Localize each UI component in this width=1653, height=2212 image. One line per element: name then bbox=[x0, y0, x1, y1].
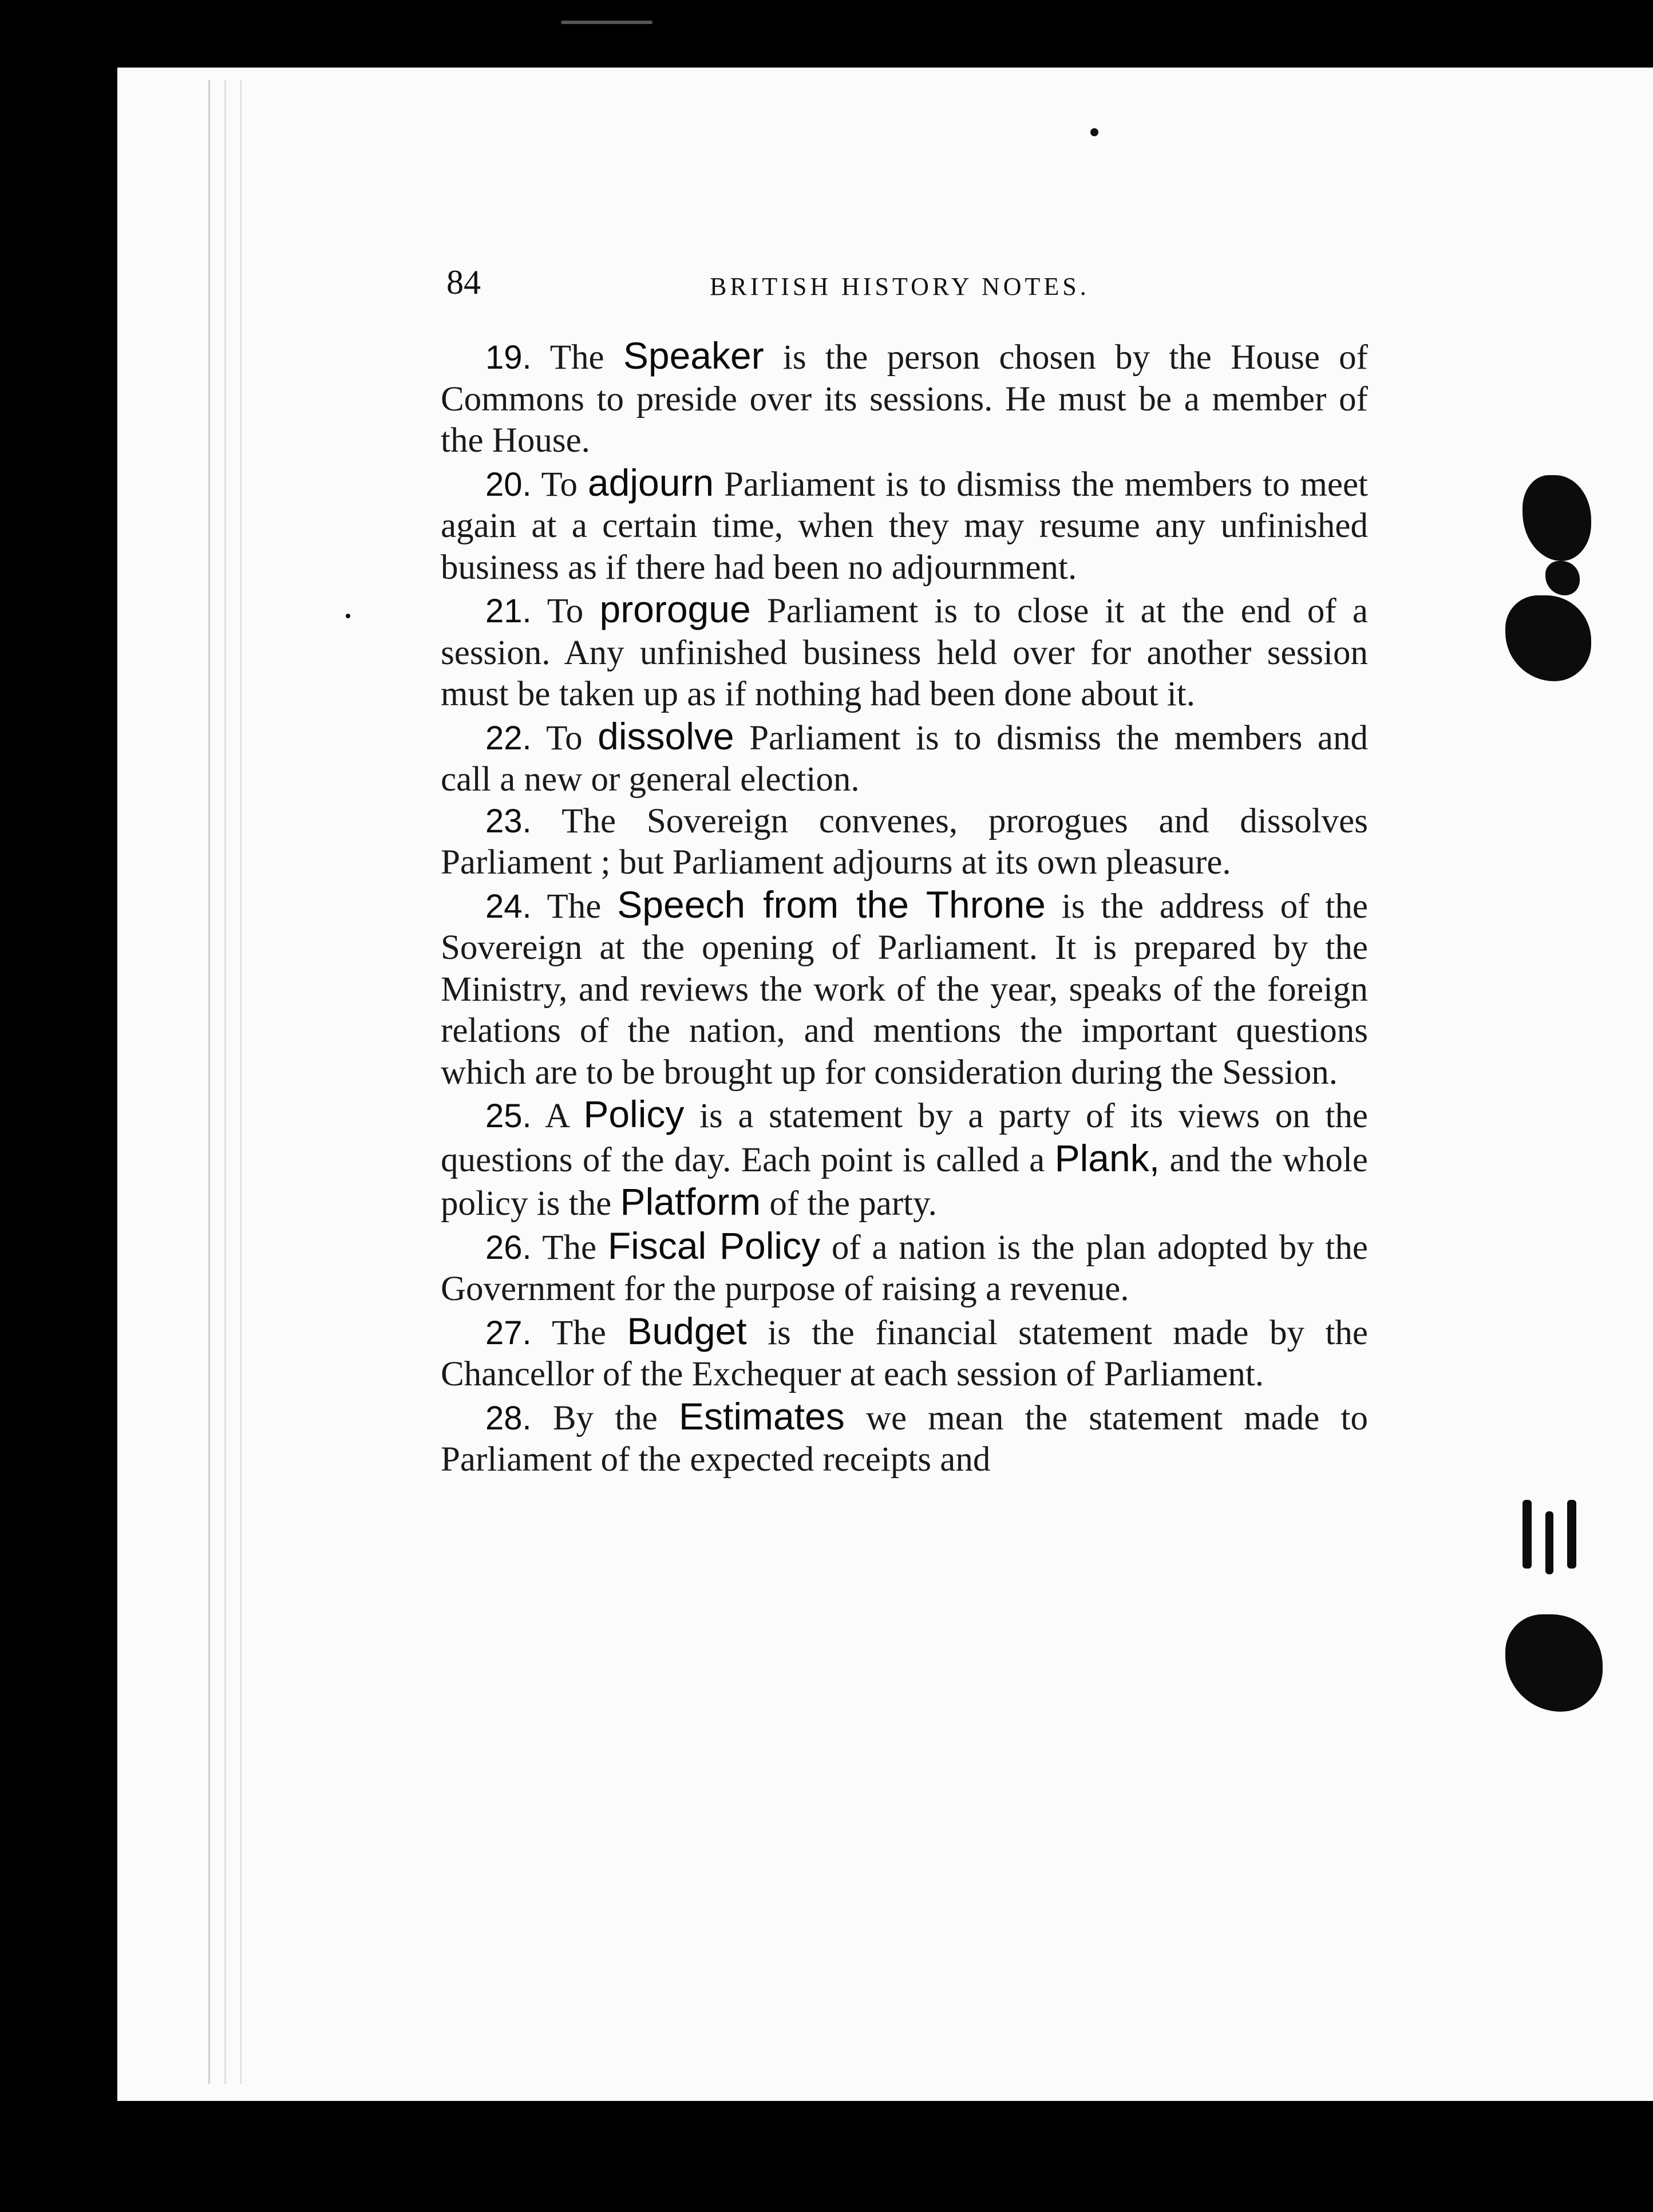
entry-text: The bbox=[542, 1228, 608, 1267]
entry-number: 26. bbox=[485, 1229, 532, 1266]
body-text bbox=[441, 335, 1368, 1481]
page-header bbox=[446, 256, 1374, 308]
entry-number: 21. bbox=[485, 592, 532, 630]
page-number: 84 bbox=[446, 263, 481, 301]
definition-entry bbox=[441, 716, 1368, 801]
binding-blot bbox=[1567, 1500, 1576, 1569]
definition-entry bbox=[441, 1225, 1368, 1310]
entry-text: To bbox=[547, 592, 600, 630]
entry-text: By the bbox=[552, 1399, 679, 1437]
entry-text: Parliament is to close it at the end of a session. Any unfinished business held over for another session must be taken up as if nothing had been done about it. bbox=[441, 592, 1368, 713]
entry-number: 22. bbox=[485, 719, 532, 757]
definition-entry bbox=[441, 462, 1368, 589]
entry-text: we mean the statement made to Parliament of the expected receipts and bbox=[441, 1399, 1369, 1479]
definition-entry bbox=[441, 884, 1368, 1094]
edge-smudge bbox=[561, 21, 652, 24]
entry-text: The Sovereign convenes, prorogues and dissolves Parliament ; but Parliament adjourns at its own pleasure. bbox=[441, 801, 1368, 882]
defined-term: Speech from the Throne bbox=[617, 883, 1046, 926]
entry-text: To bbox=[546, 718, 598, 757]
entry-text: is the address of the Sovereign at the opening of Parliament. It is prepared by the Ministry, and reviews the work of the year, speaks of the foreign relations of the nation, and mentions the important questions which are to be brought up for consideration during the Session. bbox=[441, 887, 1369, 1092]
defined-term: Estimates bbox=[678, 1395, 845, 1437]
entry-text: A bbox=[544, 1097, 584, 1135]
entry-number: 20. bbox=[485, 465, 532, 503]
entry-text: Parliament is to dismiss the members and call a new or general election. bbox=[441, 718, 1368, 799]
entry-text: The bbox=[549, 338, 623, 377]
binding-blot bbox=[1545, 1511, 1553, 1574]
entry-number: 23. bbox=[485, 802, 532, 840]
definition-entry bbox=[441, 1396, 1368, 1481]
defined-term: adjourn bbox=[587, 461, 714, 504]
definition-entry bbox=[441, 335, 1368, 462]
entry-number: 24. bbox=[485, 887, 532, 925]
entry-text: The bbox=[552, 1313, 627, 1352]
entry-text: of the party. bbox=[761, 1184, 937, 1223]
defined-term: Platform bbox=[620, 1180, 761, 1223]
page-edge-line bbox=[240, 80, 242, 2084]
entry-text: is the person chosen by the House of Commons to preside over its sessions. He must be a member of the House. bbox=[441, 338, 1368, 460]
defined-term: prorogue bbox=[599, 588, 751, 630]
entry-text: To bbox=[541, 465, 588, 504]
defined-term: Fiscal Policy bbox=[607, 1224, 821, 1267]
ink-speck bbox=[346, 614, 350, 618]
defined-term: dissolve bbox=[598, 714, 734, 757]
definition-entry bbox=[441, 1093, 1368, 1225]
defined-term: Speaker bbox=[623, 334, 764, 377]
entry-text: The bbox=[547, 887, 618, 926]
entry-number: 27. bbox=[485, 1314, 532, 1352]
entry-text: and the whole policy is the bbox=[441, 1140, 1368, 1223]
page-edge-line bbox=[224, 80, 226, 2084]
entry-number: 19. bbox=[485, 339, 532, 376]
entry-text: of a nation is the plan adopted by the Government for the purpose of raising a revenue. bbox=[441, 1228, 1368, 1308]
running-title: BRITISH HISTORY NOTES. bbox=[710, 272, 1090, 301]
definition-entry bbox=[441, 801, 1368, 884]
ink-speck bbox=[1090, 128, 1098, 136]
page-edge-line bbox=[208, 80, 210, 2084]
defined-term: Budget bbox=[627, 1309, 747, 1352]
entry-text: is the financial statement made by the Chancellor of the Exchequer at each session of Parliament. bbox=[441, 1313, 1369, 1393]
entry-number: 25. bbox=[485, 1097, 532, 1135]
defined-term: Policy bbox=[583, 1093, 685, 1135]
defined-term: Plank, bbox=[1054, 1136, 1160, 1179]
definition-entry bbox=[441, 1310, 1368, 1396]
binding-blot bbox=[1522, 1500, 1532, 1569]
definition-entry bbox=[441, 588, 1368, 716]
entry-text: Parliament is to dismiss the members to meet again at a certain time, when they may resume any unfinished business as if there had been no adjournment. bbox=[441, 465, 1369, 587]
entry-text: is a statement by a party of its views on the questions of the day. Each point is called a bbox=[441, 1097, 1369, 1179]
entry-number: 28. bbox=[485, 1399, 532, 1437]
